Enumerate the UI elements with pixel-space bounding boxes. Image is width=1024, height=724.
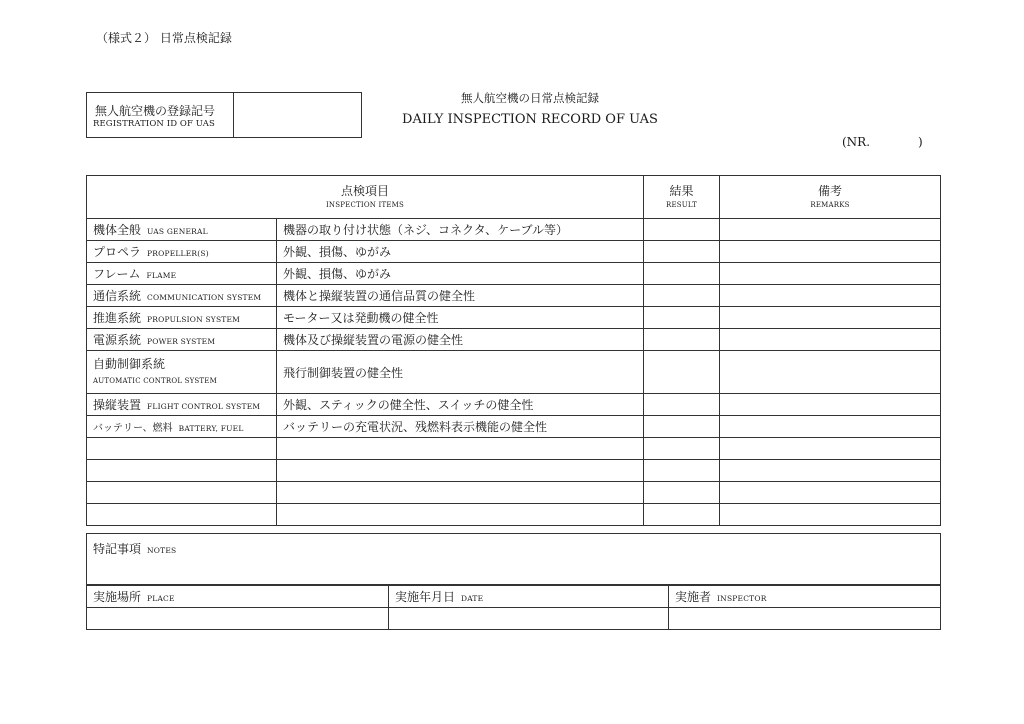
item-label-en: COMMUNICATION SYSTEM <box>147 293 262 302</box>
item-label-en: FLAME <box>146 271 177 280</box>
record-number-label: (NR. ) <box>842 135 923 149</box>
item-label-en: PROPELLER(S) <box>147 249 209 258</box>
item-cell <box>87 241 277 263</box>
table-row <box>87 241 941 263</box>
footer-label-row <box>87 586 941 608</box>
place-label-jp: 実施場所 <box>93 590 142 604</box>
item-cell <box>87 285 277 307</box>
inspector-label-jp: 実施者 <box>675 590 712 604</box>
remarks-cell[interactable] <box>720 263 941 285</box>
item-cell <box>87 394 277 416</box>
notes-box <box>86 533 941 585</box>
remarks-cell[interactable] <box>720 241 941 263</box>
blank-description-cell[interactable] <box>277 482 644 504</box>
place-field[interactable] <box>87 608 389 630</box>
header-result <box>644 176 720 219</box>
item-description: 機器の取り付け状態（ネジ、コネクタ、ケーブル等） <box>277 219 644 241</box>
notes-label-jp: 特記事項 <box>93 542 142 556</box>
header-result-jp: 結果 <box>669 183 694 198</box>
result-cell[interactable] <box>644 351 720 394</box>
result-cell[interactable] <box>644 241 720 263</box>
remarks-cell[interactable] <box>720 394 941 416</box>
header-inspection-items <box>87 176 644 219</box>
item-label-jp: バッテリー、燃料 <box>93 423 173 434</box>
remarks-cell[interactable] <box>720 219 941 241</box>
item-label-en: FLIGHT CONTROL SYSTEM <box>147 402 261 411</box>
item-description: 外観、損傷、ゆがみ <box>277 241 644 263</box>
table-header-row <box>87 176 941 219</box>
date-label-en: DATE <box>461 594 484 603</box>
result-cell[interactable] <box>644 482 720 504</box>
result-cell[interactable] <box>644 219 720 241</box>
item-label-en: AUTOMATIC CONTROL SYSTEM <box>93 377 217 385</box>
blank-row <box>87 460 941 482</box>
remarks-cell[interactable] <box>720 504 941 526</box>
item-label-jp: 自動制御系統 <box>93 357 166 371</box>
remarks-cell[interactable] <box>720 482 941 504</box>
table-row <box>87 416 941 438</box>
item-label-en: PROPULSION SYSTEM <box>147 315 241 324</box>
result-cell[interactable] <box>644 394 720 416</box>
notes-field[interactable] <box>87 534 941 585</box>
date-label-jp: 実施年月日 <box>395 590 456 604</box>
item-cell <box>87 307 277 329</box>
notes-label-en: NOTES <box>147 546 177 555</box>
result-cell[interactable] <box>644 285 720 307</box>
item-label-jp: 操縦装置 <box>93 398 142 412</box>
registration-box <box>86 92 362 138</box>
header-remarks <box>720 176 941 219</box>
date-field[interactable] <box>389 608 669 630</box>
table-row <box>87 307 941 329</box>
table-row <box>87 351 941 394</box>
inspection-table <box>86 175 941 526</box>
item-label-jp: プロペラ <box>93 245 142 259</box>
item-description: 機体と操縦装置の通信品質の健全性 <box>277 285 644 307</box>
registration-label-jp: 無人航空機の登録記号 <box>95 103 216 118</box>
item-label-en: UAS GENERAL <box>147 227 208 236</box>
place-label <box>87 586 389 608</box>
result-cell[interactable] <box>644 460 720 482</box>
blank-description-cell[interactable] <box>277 504 644 526</box>
registration-label <box>87 93 234 138</box>
blank-row <box>87 504 941 526</box>
blank-item-cell[interactable] <box>87 438 277 460</box>
header-items-en: INSPECTION ITEMS <box>325 200 405 209</box>
item-label-jp: 機体全般 <box>93 223 142 237</box>
result-cell[interactable] <box>644 329 720 351</box>
date-label <box>389 586 669 608</box>
blank-row <box>87 482 941 504</box>
result-cell[interactable] <box>644 307 720 329</box>
item-description: 外観、スティックの健全性、スイッチの健全性 <box>277 394 644 416</box>
table-row <box>87 329 941 351</box>
blank-description-cell[interactable] <box>277 460 644 482</box>
inspector-label-en: INSPECTOR <box>717 594 767 603</box>
item-label-jp: 通信系統 <box>93 289 142 303</box>
footer-table <box>86 585 941 630</box>
item-cell <box>87 351 277 394</box>
header-items-jp: 点検項目 <box>340 183 389 198</box>
item-label-jp: フレーム <box>93 267 141 281</box>
blank-item-cell[interactable] <box>87 504 277 526</box>
item-label-en: POWER SYSTEM <box>147 337 216 346</box>
result-cell[interactable] <box>644 504 720 526</box>
table-row <box>87 219 941 241</box>
item-cell <box>87 416 277 438</box>
remarks-cell[interactable] <box>720 351 941 394</box>
header-result-en: RESULT <box>665 200 698 209</box>
item-cell <box>87 329 277 351</box>
place-label-en: PLACE <box>147 594 175 603</box>
header-remarks-jp: 備考 <box>817 183 842 198</box>
item-description: バッテリーの充電状況、残燃料表示機能の健全性 <box>277 416 644 438</box>
table-row <box>87 394 941 416</box>
inspector-label <box>669 586 941 608</box>
item-label-jp: 推進系統 <box>93 311 142 325</box>
blank-item-cell[interactable] <box>87 460 277 482</box>
result-cell[interactable] <box>644 263 720 285</box>
item-description: モーター又は発動機の健全性 <box>277 307 644 329</box>
item-description: 飛行制御装置の健全性 <box>277 351 644 394</box>
header-remarks-en: REMARKS <box>810 200 850 209</box>
item-label-jp: 電源系統 <box>93 333 142 347</box>
table-row <box>87 263 941 285</box>
result-cell[interactable] <box>644 416 720 438</box>
result-cell[interactable] <box>644 438 720 460</box>
item-description: 機体及び操縦装置の電源の健全性 <box>277 329 644 351</box>
form-number-label: （様式２） 日常点検記録 <box>96 31 232 45</box>
blank-item-cell[interactable] <box>87 482 277 504</box>
table-row <box>87 285 941 307</box>
remarks-cell[interactable] <box>720 329 941 351</box>
remarks-cell[interactable] <box>720 438 941 460</box>
page-title-jp: 無人航空機の日常点検記録 <box>461 91 599 105</box>
page-title-en: DAILY INSPECTION RECORD OF UAS <box>402 112 658 127</box>
blank-row <box>87 438 941 460</box>
footer-value-row <box>87 608 941 630</box>
registration-value-field[interactable] <box>234 93 362 138</box>
inspector-field[interactable] <box>669 608 941 630</box>
item-label-en: BATTERY, FUEL <box>178 424 244 433</box>
item-cell <box>87 219 277 241</box>
registration-label-en: REGISTRATION ID OF UAS <box>93 118 215 129</box>
remarks-cell[interactable] <box>720 416 941 438</box>
remarks-cell[interactable] <box>720 285 941 307</box>
blank-description-cell[interactable] <box>277 438 644 460</box>
remarks-cell[interactable] <box>720 460 941 482</box>
item-description: 外観、損傷、ゆがみ <box>277 263 644 285</box>
remarks-cell[interactable] <box>720 307 941 329</box>
item-cell <box>87 263 277 285</box>
